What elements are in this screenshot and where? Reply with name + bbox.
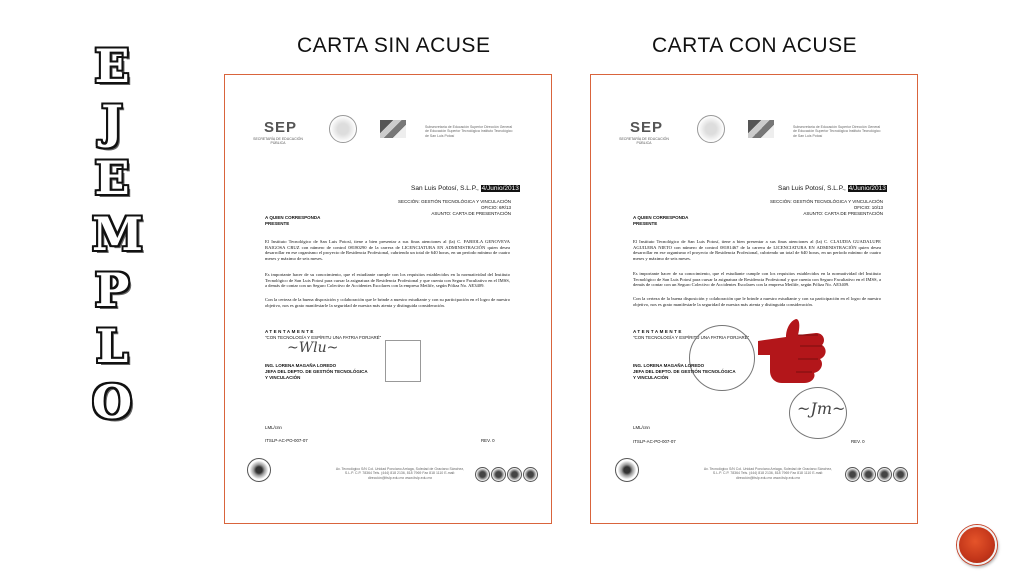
right-heading: CARTA CON ACUSE [652, 34, 858, 57]
office-lines: Subsecretaría de Educación Superior Dirección General de Educación Superior Tecnológica Instituto Tecnológico de San Luis Potosí [793, 125, 881, 138]
doc-code: ITSLP-AC-PO-007-07 [633, 439, 676, 444]
title-letter: E [94, 39, 130, 93]
paragraph-3: Con la certeza de la buena disposición y colaboración que le brinde a nuestro estudiante y con su participación en el logro de nuestro objetivo, nos es grato manifestarle la seguridad de nuestra más atenta y distinguida consideración. [633, 296, 881, 307]
cert-logo-icon [491, 467, 506, 482]
asunto: ASUNTO: CARTA DE PRESENTACIÓN [803, 211, 883, 216]
cert-logo-icon [845, 467, 860, 482]
cert-logo-icon [861, 467, 876, 482]
paragraph-3: Con la certeza de la buena disposición y colaboración que le brinde a nuestro estudiante y con su participación en el logro de nuestro objetivo, nos es grato manifestarle la seguridad de nuestra más atenta y distinguida consideración. [265, 297, 510, 308]
cargo-2: Y VINCULACIÓN [265, 375, 301, 380]
next-slide-button[interactable] [957, 525, 997, 565]
paragraph-2: Es importante hacer de su conocimiento, que el estudiante cumple con los requisitos establecidos en la normatividad del Instituto Tecnológico de San Luis Potosí para cursar la asignatura de Residencia Profesional y que cuenta con Seguro Facultativo en el IMSS, a demás de contar con un Seguro Colectivo de Accidentes Escolares con la empresa Metlife, según Póliza No. AE3409. [633, 271, 881, 288]
doc-rev: REV. 0 [481, 438, 495, 443]
right-letter [591, 75, 917, 523]
cert-logo-icon [507, 467, 522, 482]
footer-address: Av. Tecnológico S/N Col. Unidad Ponciano Arriaga, Soledad de Graciano Sánchez, S.L.P. C.P. 78364 Tels. (444) 818 2136, 818 7969 Fax 818 1110 E-mail: dirección@itslp.edu.mx www.itslp.edu.mx [703, 467, 833, 480]
cert-logo-icon [523, 467, 538, 482]
sep-logo: SEP [630, 119, 664, 136]
title-letter: P [94, 263, 130, 317]
title-letter: J [101, 95, 123, 149]
vertical-title [92, 38, 143, 430]
sep-logo: SEP [264, 119, 298, 136]
lema: "CON TECNOLOGÍA Y ESPÍRITU UNA PATRIA FORJARÉ" [633, 335, 750, 340]
date-prefix: San Luis Potosí, S.L.P., [778, 185, 846, 192]
lema: "CON TECNOLOGÍA Y ESPÍRITU UNA PATRIA FORJARÉ" [265, 335, 382, 340]
presente: PRESENTE [265, 221, 290, 226]
cert-logo-icon [893, 467, 908, 482]
left-letter-frame [224, 74, 552, 524]
oficio: OFICIO: 10/13 [853, 205, 883, 210]
signature: ~Wlu~ [287, 340, 339, 356]
paragraph-2: Es importante hacer de su conocimiento, que el estudiante cumple con los requisitos establecidos en la normatividad del Instituto Tecnológico de San Luis Potosí para cursar la asignatura de Residencia Profesional y que cuenta con Seguro Facultativo en el IMSS, a demás de contar con un Seguro Colectivo de Accidentes Escolares con la empresa Metlife, según Póliza No. AE3409. [265, 272, 510, 289]
cargo-2: Y VINCULACIÓN [633, 375, 669, 380]
atentamente: ATENTAMENTE [265, 329, 315, 334]
pointing-hand-icon [756, 315, 832, 385]
date-line [778, 185, 887, 192]
date-value: 4/Junio/2013 [481, 185, 519, 192]
paragraph-1: El Instituto Tecnológico de San Luis Potosí, tiene a bien presentar a sus finas atenciones al (la) C. FABIOLA GENOVEVA RAIGOSA CRUZ con número de control 08180290 de la carrera de LICENCIATURA EN ADMINISTRACIÓN quien desea desarrollar en ese organismo el proyecto de Residencia Profesional, cubriendo un total de 640 horas, en un período mínimo de cuatro meses y máximo de seis meses. [265, 239, 510, 262]
cert-logo-icon [877, 467, 892, 482]
left-heading: CARTA SIN ACUSE [297, 34, 491, 57]
sep-subtitle: SECRETARÍA DE EDUCACIÓN PÚBLICA [619, 137, 669, 145]
title-letter: O [92, 375, 133, 429]
sep-subtitle: SECRETARÍA DE EDUCACIÓN PÚBLICA [253, 137, 303, 145]
tecnm-logo-icon [380, 120, 406, 138]
institute-logo-icon [615, 458, 639, 482]
date-line [411, 185, 520, 192]
right-letter-frame [590, 74, 918, 524]
seccion: SECCIÓN: GESTIÓN TECNOLÓGICA Y VINCULACIÓN [397, 199, 511, 204]
doc-rev: REV. 0 [851, 439, 865, 444]
cargo-1: JEFA DEL DEPTO. DE GESTIÓN TECNOLÓGICA [633, 369, 736, 374]
date-prefix: San Luis Potosí, S.L.P., [411, 185, 479, 192]
recipient-signature: ~Jm~ [797, 399, 846, 418]
ccp: LML/cnn [633, 425, 650, 430]
title-letter: L [95, 319, 129, 373]
doc-code: ITSLP-AC-PO-007-07 [265, 438, 308, 443]
footer-address: Av. Tecnológico S/N Col. Unidad Ponciano Arriaga, Soledad de Graciano Sánchez, S.L.P. C.P. 78364 Tels. (444) 818 2136, 818 7969 Fax 818 1110 E-mail: dirección@itslp.edu.mx www.itslp.edu.mx [335, 467, 465, 480]
official-stamp [385, 340, 421, 382]
eagle-seal-icon [329, 115, 357, 143]
paragraph-1: El Instituto Tecnológico de San Luis Potosí, tiene a bien presentar a sus finas atenciones al (la) C. CLAUDIA GUADALUPE AGUILERA NIETO con número de control 08181467 de la carrera de LICENCIATURA EN ADMINISTRACIÓN quien desea desarrollar en ese organismo el proyecto de Residencia Profesional, cubriendo un total de 640 horas, en un período mínimo de cuatro meses y máximo de seis meses. [633, 239, 881, 262]
firmante: ING. LORENA MAGAÑA LOREDO [633, 363, 705, 368]
left-letter [225, 75, 551, 523]
ccp: LML/cnn [265, 425, 282, 430]
reception-stamp [689, 325, 755, 391]
atentamente: ATENTAMENTE [633, 329, 683, 334]
eagle-seal-icon [697, 115, 725, 143]
asunto: ASUNTO: CARTA DE PRESENTACIÓN [431, 211, 511, 216]
title-letter: E [94, 151, 130, 205]
date-value: 4/Junio/2013 [848, 185, 886, 192]
seccion: SECCIÓN: GESTIÓN TECNOLÓGICA Y VINCULACIÓN [769, 199, 883, 204]
firmante: ING. LORENA MAGAÑA LOREDO [265, 363, 337, 368]
tecnm-logo-icon [748, 120, 774, 138]
institute-logo-icon [247, 458, 271, 482]
oficio: OFICIO: 6R/13 [480, 205, 511, 210]
office-lines: Subsecretaría de Educación Superior Dirección General de Educación Superior Tecnológica Instituto Tecnológico de San Luis Potosí [425, 125, 513, 138]
a-quien: A QUIEN CORRESPONDA [265, 215, 321, 220]
presente: PRESENTE [633, 221, 658, 226]
title-letter: M [92, 207, 143, 261]
a-quien: A QUIEN CORRESPONDA [633, 215, 689, 220]
cert-logo-icon [475, 467, 490, 482]
cargo-1: JEFA DEL DEPTO. DE GESTIÓN TECNOLÓGICA [265, 369, 368, 374]
